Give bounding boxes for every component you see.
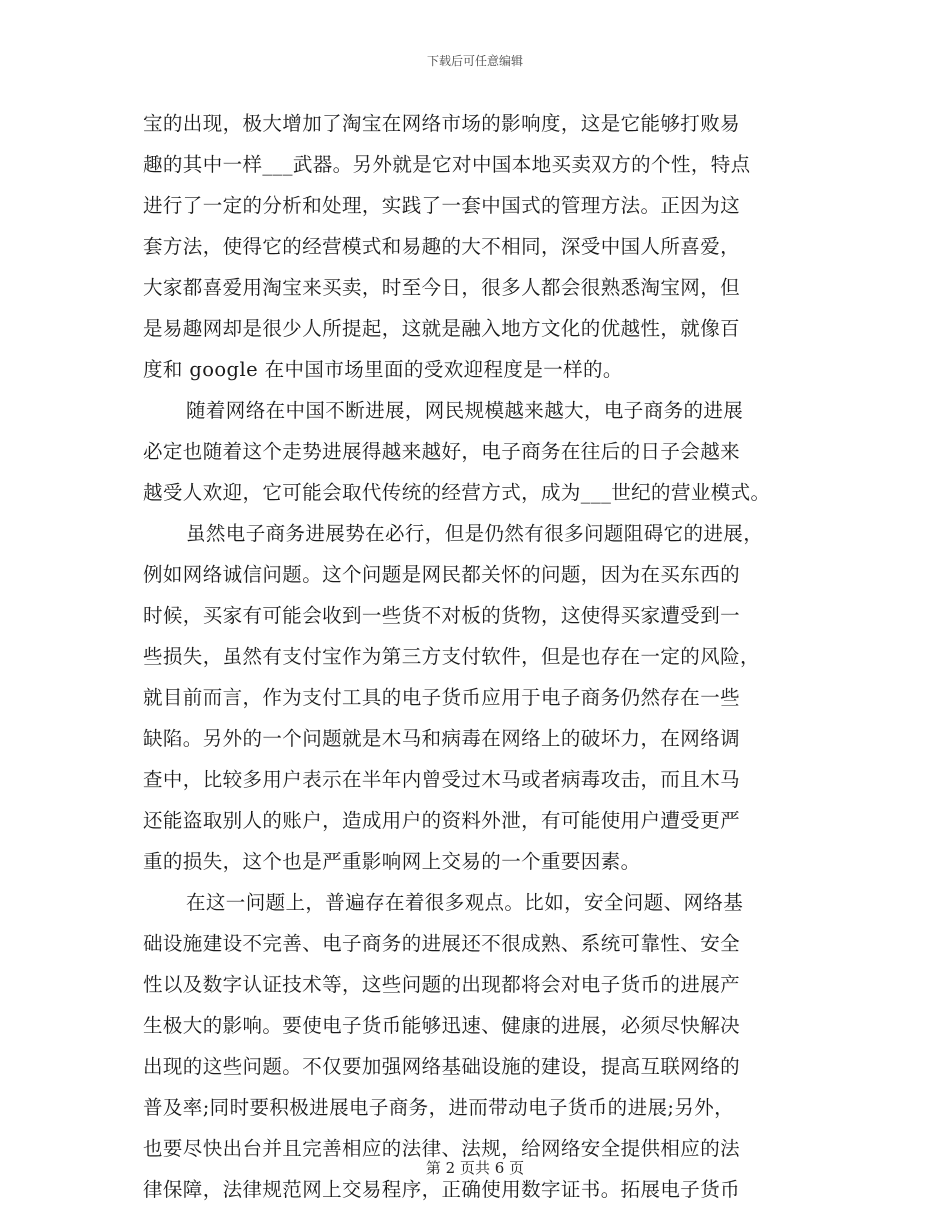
body-text-line: 性以及数字认证技术等，这些问题的出现都将会对电子货币的进展产: [143, 973, 741, 996]
body-text-line: 些损失，虽然有支付宝作为第三方支付软件，但是也存在一定的风险，: [143, 645, 760, 668]
body-text-line: 普及率;同时要积极进展电子商务，进而带动电子货币的进展;另外，: [143, 1096, 735, 1119]
body-text-line: 虽然电子商务进展势在必行，但是仍然有很多问题阻碍它的进展，: [186, 522, 764, 545]
body-text-line: 础设施建设不完善、电子商务的进展还不很成熟、系统可靠性、安全: [143, 932, 741, 955]
body-text-line: 例如网络诚信问题。这个问题是网民都关怀的问题，因为在买东西的: [143, 563, 741, 586]
body-text-line: 宝的出现，极大增加了淘宝在网络市场的影响度，这是它能够打败易: [143, 112, 741, 135]
body-text-line: 随着网络在中国不断进展，网民规模越来越大，电子商务的进展: [186, 399, 744, 422]
body-text-line: 越受人欢迎，它可能会取代传统的经营方式，成为___世纪的营业模式。: [143, 481, 771, 504]
body-text-line: 度和 google 在中国市场里面的受欢迎程度是一样的。: [143, 358, 623, 381]
page-footer: 第 2 页共 6 页: [425, 1159, 525, 1177]
body-text-line: 必定也随着这个走势进展得越来越好，电子商务在往后的日子会越来: [143, 440, 741, 463]
body-text-line: 大家都喜爱用淘宝来买卖，时至今日，很多人都会很熟悉淘宝网，但: [143, 276, 741, 299]
body-text-line: 重的损失，这个也是严重影响网上交易的一个重要因素。: [143, 850, 641, 873]
body-text-line: 出现的这些问题。不仅要加强网络基础设施的建设，提高互联网络的: [143, 1055, 741, 1078]
page-header: 下载后可任意编辑: [426, 54, 523, 68]
body-text-line: 进行了一定的分析和处理，实践了一套中国式的管理方法。正因为这: [143, 194, 741, 217]
body-text-line: 套方法，使得它的经营模式和易趣的大不相同，深受中国人所喜爱，: [143, 235, 741, 258]
body-text-line: 就目前而言，作为支付工具的电子货币应用于电子商务仍然存在一些: [143, 686, 741, 709]
body-text-line: 缺陷。另外的一个问题就是木马和病毒在网络上的破坏力，在网络调: [143, 727, 741, 750]
body-text-line: 律保障，法律规范网上交易程序，正确使用数字证书。拓展电子货币: [143, 1178, 741, 1201]
document-body: [143, 103, 815, 1210]
body-text-line: 是易趣网却是很少人所提起，这就是融入地方文化的优越性，就像百: [143, 317, 741, 340]
body-text-line: 时候，买家有可能会收到一些货不对板的货物，这使得买家遭受到一: [143, 604, 741, 627]
body-text-line: 也要尽快出台并且完善相应的法律、法规，给网络安全提供相应的法: [143, 1137, 741, 1160]
body-text-line: 查中，比较多用户表示在半年内曾受过木马或者病毒攻击，而且木马: [143, 768, 741, 791]
body-text-line: 生极大的影响。要使电子货币能够迅速、健康的进展，必须尽快解决: [143, 1014, 741, 1037]
body-text-line: 趣的其中一样___武器。另外就是它对中国本地买卖双方的个性，特点: [143, 153, 751, 176]
body-text-line: 还能盗取别人的账户，造成用户的资料外泄，有可能使用户遭受更严: [143, 809, 741, 832]
body-text-line: 在这一问题上，普遍存在着很多观点。比如，安全问题、网络基: [186, 891, 744, 914]
